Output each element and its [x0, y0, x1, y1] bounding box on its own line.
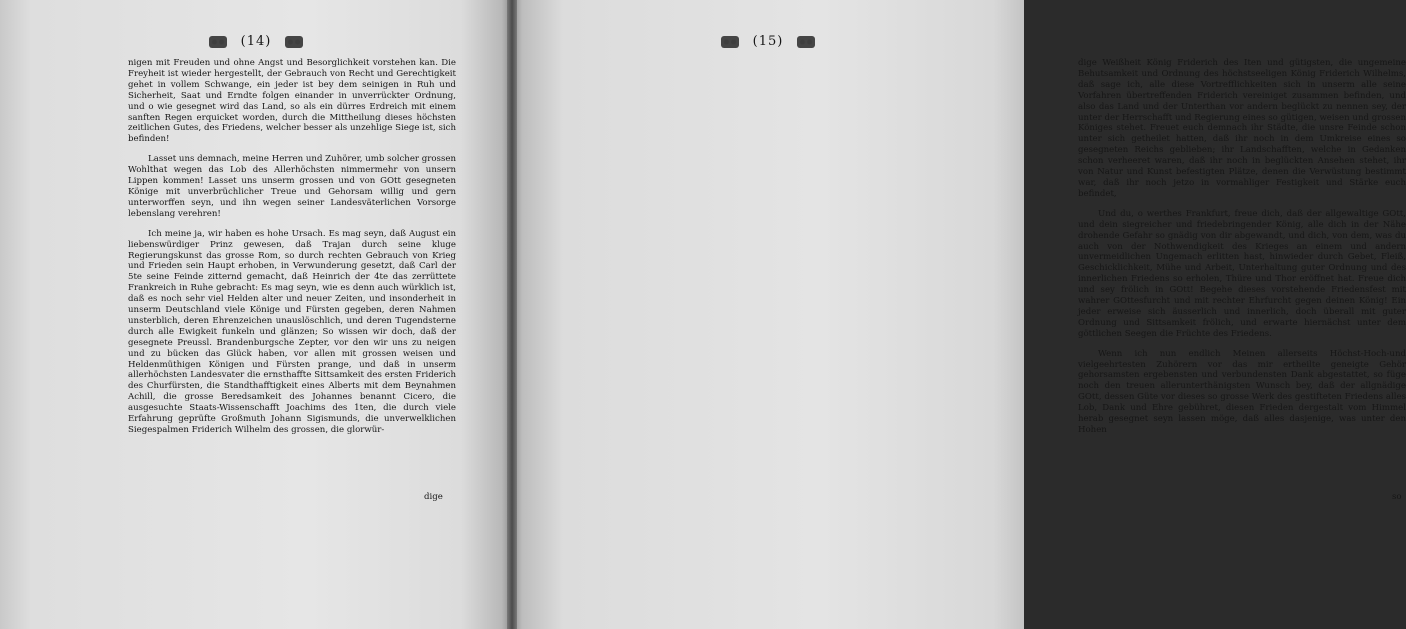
paragraph: dige Weißheit König Friderich des Iten und gütigsten, die ungemeine Behutsamkeit und Ordnung des höchstseeligen König Friderich Wilhelms, daß sage ich, alle diese Vortrefflichkeiten sich in unserm alle seine Vorfahren übertreffenden Friderich vereiniget zusammen befinden, und also das Land und der Unterthan vor andern beglückt zu nennen sey, der unter der Herrschafft und Regierung eines so gütigen, weisen und grossen Königes stehet. Freuet euch demnach ihr Städte, die unsre Feinde schon unter sich getheilet hatten, daß ihr noch in dem Umkreise eines so gesegneten Reichs geblieben; ihr Landschafften, welche in Gedanken schon verheeret waren, daß ihr noch in beglückten Ansehen stehet, ihr von Natur und Kunst befestigten Plätze, denen die Verwüstung bestimmt war, daß ihr noch jetzo in vormahliger Festigkeit und Stärke euch befindet,: [1078, 58, 1406, 199]
paragraph: Und du, o werthes Frankfurt, freue dich, daß der allgewaltige GOtt, und dein siegreicher und friedebringender König, alle dich in der Nähe drohende Gefahr so gnädig von dir abgewandt, und dich, von dem, was du auch von der Nothwendigkeit des Krieges an einem und andern unvermeidlichen Ungemach erlitten hast, hinwieder durch Gebet, Fleiß, Geschicklichkeit, Mühe und Arbeit, Unterhaltung guter Ordnung und des innerlichen Friedens so erholen, Thüre und Thor eröffnet hat. Freue dich und sey frölich in GOtt! Begehe dieses vorstehende Friedensfest mit wahrer GOttesfurcht und mit rechter Ehrfurcht gegen deinen König! Ein jeder erweise sich äusserlich und innerlich, doch überall mit guter Ordnung und Sittsamkeit frölich, und erwarte hiernächst unter dem göttlichen Seegen die Früchte des Friedens.: [1078, 208, 1406, 339]
right-page-number: (15): [752, 34, 784, 49]
right-page: [512, 0, 1406, 629]
ornament-icon: [797, 36, 815, 48]
right-page-body: [1078, 58, 1406, 436]
book-gutter: [507, 0, 517, 629]
left-page-header: [0, 34, 512, 49]
paragraph: Lasset uns demnach, meine Herren und Zuhörer, umb solcher grossen Wohlthat wegen das Lob des Allerhöchsten nimmermehr von unsern Lippen kommen! Lasset uns unserm grossen und von GOtt gesegneten Könige mit unverbrüchlicher Treue und Gehorsam willig und gern unterworffen seyn, und ihn wegen seiner Landesväterlichen Vorsorge lebenslang verehren!: [128, 154, 456, 219]
paragraph: nigen mit Freuden und ohne Angst und Besorglichkeit vorstehen kan. Die Freyheit ist wieder hergestellt, der Gebrauch von Recht und Gerechtigkeit gehet in vollem Schwange, ein jeder ist bey dem seinigen in Ruh und Sicherheit, Saat und Erndte folgen einander in unverrückter Ordnung, und o wie gesegnet wird das Land, so als ein dürres Erdreich mit einem sanften Regen erquicket worden, durch die Mittheilung dieses höchsten zeitlichen Gutes, des Friedens, welcher besser als unzehlige Siege ist, sich befinden!: [128, 58, 456, 145]
paragraph: Wenn ich nun endlich Meinen allerseits Höchst-Hoch-und vielgeehrtesten Zuhörern vor das mir ertheilte geneigte Gehör gehorsamsten ergebensten und verbundensten Dank abgestattet, so füge noch den treuen allerunterthänigsten Wunsch bey, daß der allgnädige GOtt, dessen Güte vor dieses so grosse Werk des gestifteten Friedens alles Lob, Dank und Ehre gebühret, diesen Frieden dergestalt vom Himmel herab gesegnet seyn lassen möge, daß alles dasjenige, was unter den Hohen: [1078, 348, 1406, 435]
left-page-body: [128, 58, 456, 436]
right-page-header: [512, 34, 1024, 49]
left-page-number: (14): [240, 34, 272, 49]
ornament-icon: [209, 36, 227, 48]
right-catchword: so: [1392, 492, 1402, 502]
left-catchword: dige: [424, 492, 443, 502]
paragraph: Ich meine ja, wir haben es hohe Ursach. Es mag seyn, daß August ein liebenswürdiger Prinz gewesen, daß Trajan durch seine kluge Regierungskunst das grosse Rom, so durch rechten Gebrauch von Krieg und Frieden sein Haupt erhoben, in Verwunderung gesetzt, daß Carl der 5te seine Feinde zitternd gemacht, daß Heinrich der 4te das zerrüttete Frankreich in Ruhe gebracht: Es mag seyn, wie es denn auch würklich ist, daß es noch sehr viel Helden alter und neuer Zeiten, und insonderheit in unserm Deutschland viele Könige und Fürsten gegeben, deren Nahmen unsterblich, deren Ehrenzeichen unauslöschlich, und deren Tugendsterne durch alle Ewigkeit funkeln und glänzen; So wissen wir doch, daß der gesegnete Preussl. Brandenburgsche Zepter, vor den wir uns zu neigen und zu bücken das Glück haben, vor allen mit grossen weisen und Heldenmüthigen Königen und Fürsten prange, und daß in unserm allerhöchsten Landesvater die ernsthaffte Sittsamkeit des ersten Friderich des Churfürsten, die Standthafftigkeit eines Alberts mit dem Beynahmen Achill, die grosse Beredsamkeit des Johannes benannt Cicero, die ausgesuchte Staats-Wissenschafft Joachims des 1ten, die durch viele Erfahrung geprüfte Großmuth Johann Sigismunds, die unverwelklichen Siegespalmen Friderich Wilhelm des grossen, die glorwür-: [128, 228, 456, 435]
ornament-icon: [285, 36, 303, 48]
ornament-icon: [721, 36, 739, 48]
left-page: [0, 0, 512, 629]
